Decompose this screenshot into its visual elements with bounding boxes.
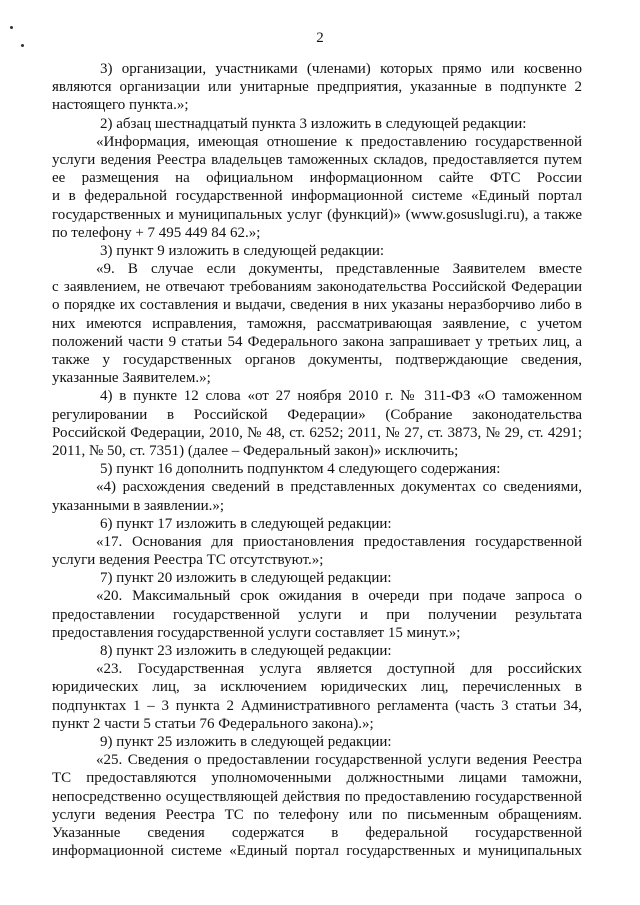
text-line: информационной системе «Единый портал государственных и муниципальных [52,843,582,860]
text-line: являются организации или унитарные предприятия, указанные в подпункте 2 [52,79,582,96]
text-line: указанные Заявителем.»; [52,370,211,387]
text-line: «Информация, имеющая отношение к предоставлению государственной [96,133,582,150]
text-line: предоставления государственной услуги составляет 15 минут.»; [52,624,461,641]
text-line: «9. В случае если документы, представленные Заявителем вместе [96,261,582,278]
text-line: услуги ведения Реестра ТС по телефону или по письменным обращениям. [52,806,582,823]
text-line: Указанные сведения содержатся в федеральной государственной [52,824,582,841]
page-number: 2 [316,30,324,46]
text-line: указанными в заявлении.»; [52,497,225,514]
document-body [52,60,582,860]
text-line: о порядке их составления и выдачи, сведения в них указаны неразборчиво либо в [52,297,582,314]
text-line: пункт 2 части 5 статьи 76 Федерального закона).»; [52,715,374,732]
text-line: ТС предоставляются уполномоченными должностными лицами таможни, [52,770,582,787]
text-line: 7) пункт 20 изложить в следующей редакции: [100,570,392,587]
text-line: «17. Основания для приостановления предоставления государственной [96,533,582,550]
text-line: 3) пункт 9 изложить в следующей редакции: [100,242,385,259]
text-line: регулировании в Российской Федерации» (Собрание законодательства [52,406,582,423]
text-line: «23. Государственная услуга является доступной для российских [96,661,582,678]
text-line: по телефону + 7 495 449 84 62.»; [52,224,261,241]
text-line: подпунктах 1 – 3 пункта 2 Административного регламента (часть 3 статьи 34, [52,697,582,714]
text-line: них имеются исправления, таможня, рассматривающая заявление, с учетом [52,315,582,332]
text-line: 6) пункт 17 изложить в следующей редакции: [100,515,392,532]
text-line: «20. Максимальный срок ожидания в очереди при подаче запроса о [96,588,582,605]
text-line: положений части 9 статьи 54 Федерального закона запрашивает у третьих лиц, а [52,333,582,350]
text-line: 3) организации, участниками (членами) которых прямо или косвенно [100,61,582,77]
text-line: 5) пункт 16 дополнить подпунктом 4 следующего содержания: [100,461,501,478]
text-line: также у государственных органов документы, подтверждающие сведения, [52,352,582,368]
text-line: непосредственно осуществляющей действия по предоставлению государственной [52,788,582,805]
text-line: ее размещения на официальном информационном сайте ФТС России [52,170,582,187]
text-line: настоящего пункта.»; [52,97,189,114]
text-line: услуги ведения Реестра ТС отсутствуют.»; [52,552,324,569]
text-line: 2) абзац шестнадцатый пункта 3 изложить в следующей редакции: [100,115,527,132]
text-line: услуги ведения Реестра владельцев таможенных складов, предоставляется путем [52,151,582,168]
text-line: юридических лиц, за исключением юридических лиц, перечисленных в [52,679,582,696]
text-line: Российской Федерации, 2010, № 48, ст. 6252; 2011, № 27, ст. 3873, № 29, ст. 4291; [52,424,582,441]
text-line: 2011, № 50, ст. 7351) (далее – Федеральный закон)» исключить; [52,442,459,459]
text-line: 4) в пункте 12 слова «от 27 ноября 2010 г. № 311-ФЗ «О таможенном [100,388,582,405]
text-line: с заявлением, не отвечают требованиям законодательства Российской Федерации [52,279,582,296]
text-line: 9) пункт 25 изложить в следующей редакции: [100,733,392,750]
text-line: и в федеральной государственной информационной системе «Единый портал [52,188,582,205]
text-line: «25. Сведения о предоставлении государственной услуги ведения Реестра [96,752,582,769]
text-line: предоставлении государственной услуги и при получении результата [52,606,582,623]
text-line: государственных и муниципальных услуг (функций)» (www.gosuslugi.ru), а также [52,206,582,223]
text-line: «4) расхождения сведений в представленных документах со сведениями, [96,479,582,496]
text-line: 8) пункт 23 изложить в следующей редакции: [100,643,392,659]
